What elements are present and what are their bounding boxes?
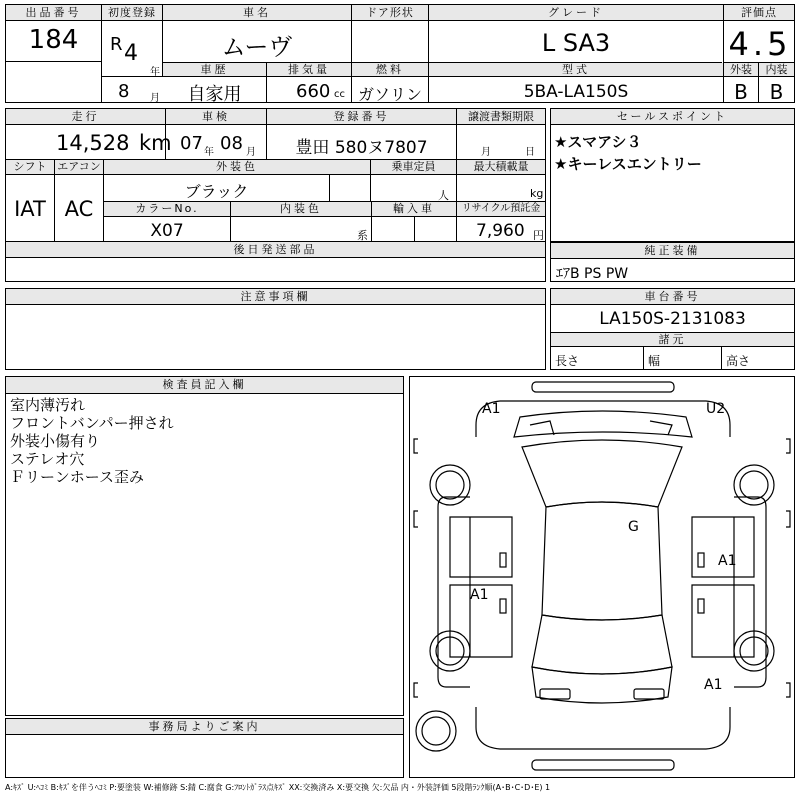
first-reg-year: 4 (124, 41, 138, 66)
chassis-label: 車台番号 (551, 289, 794, 305)
plate-number: 豊田 580ヌ7807 (295, 138, 428, 158)
insp-year-unit: 年 (204, 147, 214, 158)
inspection-label: 車検 (166, 109, 266, 125)
chassis-panel (550, 288, 795, 370)
inspector-line: フロントバンパー押され (10, 414, 174, 432)
damage-mark-front-right: U2 (706, 401, 726, 417)
yen-unit: 円 (533, 229, 544, 242)
grade-label: グレード (429, 5, 723, 21)
insp-month-unit: 月 (246, 147, 256, 158)
first-reg-month: 8 (118, 81, 130, 102)
legend-text: A:ｷｽﾞ U:ﾍｺﾐ B:ｷｽﾞを伴うﾍｺﾐ P:要塗装 W:補修跡 S:錆 C:腐食 G:ﾌﾛﾝﾄｶﾞﾗｽ点ｷｽﾞ XX:交換済み X:要交換 欠:欠品 内・外装評価 5段階ﾗﾝｸ順(A･B･C･D･E) 1 (5, 783, 551, 792)
equipment-panel (550, 242, 795, 282)
inspector-panel (5, 376, 404, 716)
score-label: 評価点 (724, 5, 794, 21)
car-outline-svg (410, 377, 794, 777)
notes-label: 注意事項欄 (6, 289, 545, 305)
inspector-line: Ｆリーンホース歪み (10, 468, 144, 486)
inspector-label: 検査員記入欄 (6, 377, 403, 394)
car-damage-diagram (409, 376, 795, 778)
capacity-label: 乗車定員 (371, 160, 456, 175)
damage-mark-rear-right: A1 (704, 677, 723, 693)
color-no-value: X07 (150, 221, 184, 241)
recycle-value: 7,960 (476, 221, 525, 241)
era-letter: R (110, 34, 123, 55)
office-panel (5, 718, 404, 778)
km-unit: km (139, 131, 172, 155)
fuel-value: ガソリン (357, 85, 422, 104)
later-parts-label: 後日発送部品 (6, 242, 545, 258)
sales-point-item: ★キーレスエントリー (554, 155, 702, 173)
model-label: 型式 (429, 63, 723, 77)
exterior-label: 外装 (724, 63, 758, 77)
sales-point-item: ★スマアシ３ (554, 133, 642, 151)
damage-mark-front-left: A1 (482, 401, 501, 417)
ac-label: エアコン (55, 160, 103, 175)
cc-unit: cc (334, 89, 345, 100)
car-name: ムーヴ (221, 33, 293, 61)
year-unit: 年 (150, 67, 160, 78)
interior-label: 内装 (759, 63, 794, 77)
transfer-day-unit: 日 (525, 147, 535, 158)
equipment-value: ｴｱB PS PW (556, 266, 629, 282)
lot-no-label: 出品番号 (6, 5, 101, 21)
history-label: 車歴 (163, 63, 266, 77)
damage-mark-right-door: A1 (718, 553, 737, 569)
history-value: 自家用 (187, 84, 242, 105)
inspector-line: 外装小傷有り (10, 432, 101, 450)
int-color-label: 内装色 (231, 202, 371, 217)
car-name-label: 車名 (163, 5, 351, 21)
length-label: 長さ (555, 354, 580, 368)
office-label: 事務局よりご案内 (6, 719, 403, 735)
displacement-label: 排気量 (267, 63, 351, 77)
ac-value: AC (64, 197, 94, 221)
month-unit: 月 (150, 93, 160, 104)
transfer-label: 譲渡書類期限 (457, 109, 545, 125)
first-reg-label: 初度登録 (102, 5, 162, 21)
fuel-label: 燃料 (352, 63, 428, 77)
grade-value: L SA3 (541, 29, 611, 57)
inspection-year: 07 (180, 133, 203, 154)
exterior-grade: B (734, 80, 748, 104)
score-value: 4.5 (728, 25, 792, 63)
transfer-month-unit: 月 (481, 147, 491, 158)
lot-number: 184 (28, 25, 79, 55)
chassis-number: LA150S-2131083 (599, 309, 746, 329)
color-no-label: カラーNo. (104, 202, 230, 217)
ext-color-label: 外装色 (104, 160, 370, 175)
height-label: 高さ (726, 354, 751, 368)
mileage-value: 14,528 (56, 131, 130, 155)
model-value: 5BA-LA150S (523, 82, 629, 102)
damage-mark-left-door: A1 (470, 587, 489, 603)
details-table (5, 108, 546, 282)
interior-grade: B (769, 80, 784, 104)
mileage-label: 走行 (6, 109, 165, 125)
ext-color-value: ブラック (184, 182, 249, 201)
inspector-line: 室内薄汚れ (10, 396, 86, 414)
sales-points-label: セールスポイント (551, 109, 794, 125)
equipment-label: 純正装備 (551, 243, 794, 259)
import-label: 輸入車 (372, 202, 456, 217)
damage-mark-roof: G (628, 519, 639, 535)
shift-value: IAT (14, 197, 46, 221)
person-unit: 人 (438, 189, 449, 202)
plate-label: 登録番号 (267, 109, 456, 125)
inspector-line: ステレオ穴 (10, 450, 85, 468)
max-load-label: 最大積載量 (457, 160, 545, 175)
inspection-month: 08 (220, 133, 243, 154)
kei-unit: 系 (357, 229, 368, 242)
notes-panel (5, 288, 546, 370)
kg-unit: kg (530, 187, 544, 200)
vehicle-header-table (5, 4, 795, 103)
door-label: ドア形状 (352, 5, 428, 21)
width-label: 幅 (648, 354, 661, 368)
recycle-label: リサイクル預託金 (457, 202, 545, 217)
displacement-value: 660 (296, 81, 331, 102)
shift-label: シフト (6, 160, 54, 175)
dims-label: 諸元 (551, 333, 794, 347)
sales-points-panel (550, 108, 795, 242)
